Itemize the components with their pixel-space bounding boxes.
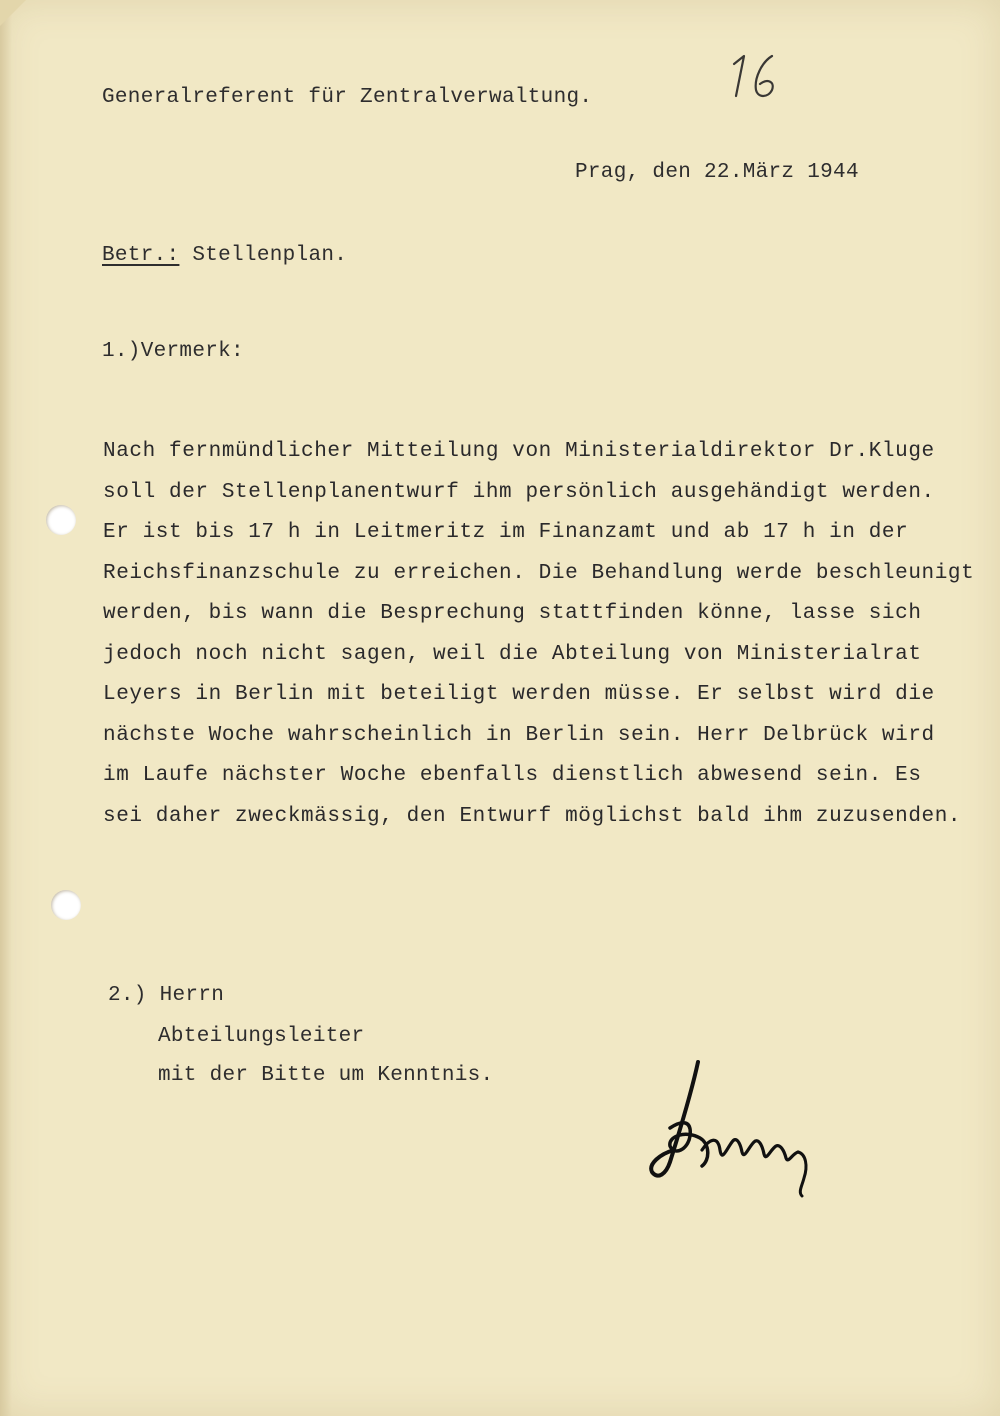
item2-request: mit der Bitte um Kenntnis. xyxy=(158,1064,494,1087)
body-line: Leyers in Berlin mit beteiligt werden müsse. Er selbst wird die xyxy=(103,683,935,706)
body-line: soll der Stellenplanentwurf ihm persönlich ausgehändigt werden. xyxy=(103,480,935,504)
body-line: werden, bis wann die Besprechung stattfinden könne, lasse sich xyxy=(103,602,922,625)
subject-text: Stellenplan. xyxy=(192,244,348,267)
body-line: jedoch noch nicht sagen, weil die Abteilung von Ministerialrat xyxy=(103,642,922,666)
paper-edge-shadow xyxy=(0,0,12,1416)
handwritten-signature xyxy=(640,1050,830,1210)
punch-hole-icon xyxy=(51,890,81,920)
handwritten-page-number xyxy=(728,52,788,102)
item2-recipient: 2.) Herrn xyxy=(108,984,225,1007)
item1-label: 1.)Vermerk: xyxy=(102,340,244,363)
body-line: Nach fernmündlicher Mitteilung von Ministerialdirektor Dr.Kluge xyxy=(103,440,935,463)
date-line: Prag, den 22.März 1944 xyxy=(575,161,859,184)
body-line: sei daher zweckmässig, den Entwurf möglichst bald ihm zuzusenden. xyxy=(103,804,962,828)
punch-hole-icon xyxy=(46,505,76,535)
subject-label: Betr.: xyxy=(102,244,180,267)
body-line: nächste Woche wahrscheinlich in Berlin sein. Herr Delbrück wird xyxy=(103,723,935,747)
body-line: im Laufe nächster Woche ebenfalls dienstlich abwesend sein. Es xyxy=(103,764,922,787)
sender-header: Generalreferent für Zentralverwaltung. xyxy=(102,86,593,109)
body-line: Reichsfinanzschule zu erreichen. Die Behandlung werde beschleunigt xyxy=(103,561,975,585)
item2-title: Abteilungsleiter xyxy=(158,1025,365,1048)
paper-corner xyxy=(0,0,26,26)
body-line: Er ist bis 17 h in Leitmeritz im Finanzamt und ab 17 h in der xyxy=(103,521,909,544)
memo-body xyxy=(103,432,975,837)
subject-line xyxy=(102,244,347,267)
